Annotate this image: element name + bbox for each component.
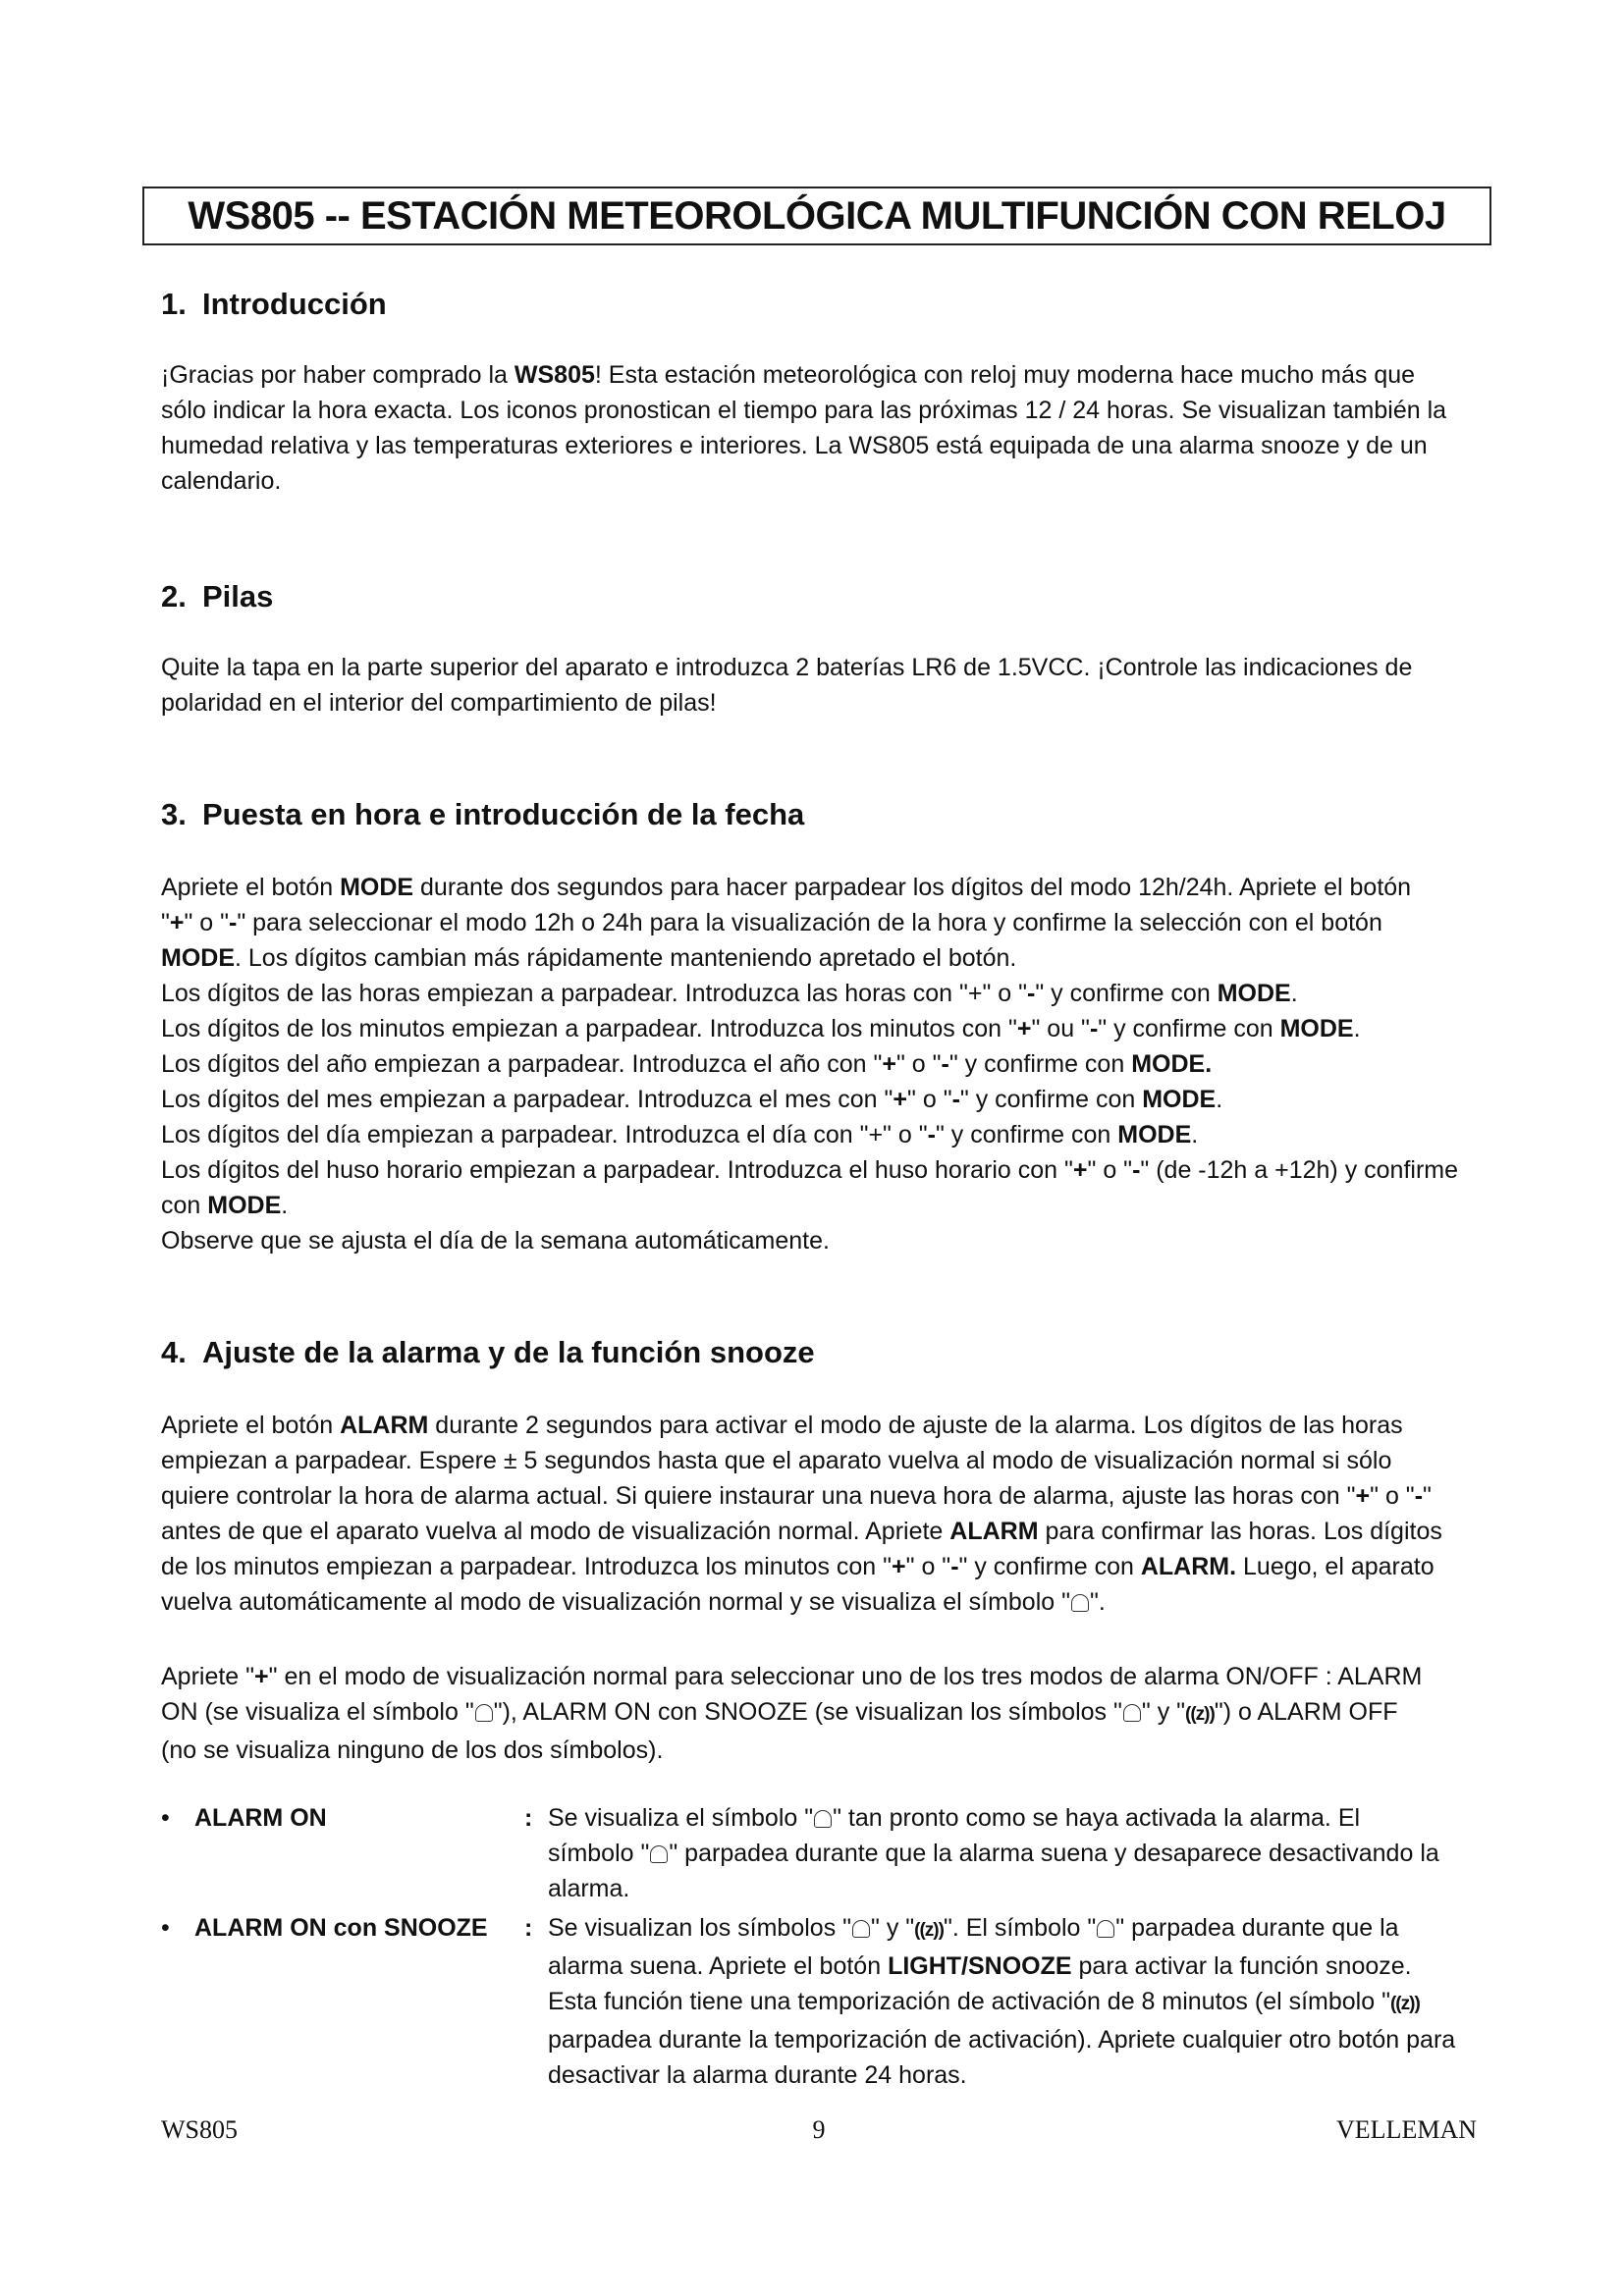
bold-term: - bbox=[1132, 1156, 1141, 1184]
bold-term: - bbox=[927, 1121, 936, 1148]
list-term: ALARM ON bbox=[194, 1804, 327, 1832]
text-line: desactivar la alarma durante 24 horas. bbox=[548, 2061, 967, 2089]
document-title: WS805 -- ESTACIÓN METEOROLÓGICA MULTIFUNCIÓN CON RELOJ bbox=[142, 187, 1491, 245]
bold-term: ALARM bbox=[949, 1518, 1039, 1545]
bold-term: MODE bbox=[1117, 1121, 1192, 1148]
bold-term: ALARM bbox=[340, 1412, 429, 1439]
bell-icon bbox=[650, 1845, 668, 1863]
bold-term: MODE bbox=[161, 944, 235, 972]
footer-model: WS805 bbox=[161, 2115, 238, 2144]
bell-icon bbox=[814, 1810, 832, 1828]
section-heading-text: Puesta en hora e introducción de la fecha bbox=[202, 797, 805, 831]
text-line: humedad relativa y las temperaturas exteriores e interiores. La WS805 está equipada de una alarma snooze y de un bbox=[161, 432, 1428, 459]
section-number: 1. bbox=[161, 287, 187, 321]
bold-term: MODE bbox=[1142, 1086, 1217, 1113]
text-line: (no se visualiza ninguno de los dos símbolos). bbox=[161, 1736, 664, 1764]
text-line: empiezan a parpadear. Espere ± 5 segundos hasta que el aparato vuelva al modo de visualización normal si sólo bbox=[161, 1447, 1392, 1474]
bold-term: WS805 bbox=[514, 361, 595, 389]
text-line: calendario. bbox=[161, 467, 282, 495]
text-line: Se visualiza el símbolo " " tan pronto como se haya activada la alarma. El bbox=[548, 1804, 1361, 1832]
list-description bbox=[548, 1910, 1471, 2093]
bold-term: - bbox=[951, 1086, 960, 1113]
list-colon: : bbox=[524, 1914, 533, 1942]
list-term: ALARM ON con SNOOZE bbox=[194, 1914, 488, 1942]
time-date-paragraph bbox=[161, 870, 1477, 1258]
bold-term: MODE bbox=[1217, 980, 1291, 1007]
bold-term: + bbox=[1016, 1015, 1032, 1042]
bold-term: - bbox=[1414, 1482, 1424, 1510]
text-line: símbolo " " parpadea durante que la alarma suena y desaparece desactivando la bbox=[548, 1840, 1439, 1867]
alarm-paragraph-1 bbox=[161, 1408, 1477, 1620]
text-line: Los dígitos del día empiezan a parpadear. Introduzca el día con "+" o "-" y confirme con MODE. bbox=[161, 1121, 1199, 1148]
text-line: polaridad en el interior del compartimiento de pilas! bbox=[161, 689, 717, 717]
bold-term: + bbox=[1355, 1482, 1371, 1510]
footer-brand: VELLEMAN bbox=[1336, 2115, 1477, 2144]
text-line: Se visualizan los símbolos " " y "((z))". El símbolo " " parpadea durante que la bbox=[548, 1914, 1399, 1942]
bold-term: MODE bbox=[1279, 1015, 1354, 1042]
snooze-icon: ((z)) bbox=[1389, 1994, 1420, 2014]
bold-term: + bbox=[254, 1663, 269, 1690]
bold-term: + bbox=[892, 1553, 906, 1580]
text-line: vuelva automáticamente al modo de visualización normal y se visualiza el símbolo " ". bbox=[161, 1588, 1106, 1616]
section-number: 4. bbox=[161, 1335, 187, 1369]
text-line: Los dígitos de las horas empiezan a parpadear. Introduzca las horas con "+" o "-" y confirme con MODE. bbox=[161, 980, 1298, 1007]
bold-term: + bbox=[882, 1050, 896, 1078]
bold-term: + bbox=[169, 909, 185, 936]
section-heading-alarm bbox=[161, 1333, 815, 1372]
text-line: Los dígitos del huso horario empiezan a parpadear. Introduzca el huso horario con "+" o "-" (de -12h a +12h) y confirme bbox=[161, 1156, 1459, 1184]
bullet-dot: • bbox=[161, 1914, 170, 1942]
section-number: 2. bbox=[161, 579, 187, 614]
text-line: parpadea durante la temporización de activación). Apriete cualquier otro botón para bbox=[548, 2026, 1456, 2054]
alarm-paragraph-2 bbox=[161, 1659, 1477, 1768]
bell-icon bbox=[1097, 1920, 1114, 1938]
text-line: Apriete el botón ALARM durante 2 segundos para activar el modo de ajuste de la alarma. Los dígitos de las horas bbox=[161, 1412, 1403, 1439]
bold-term: MODE bbox=[340, 874, 414, 901]
bold-term: MODE. bbox=[1131, 1050, 1213, 1078]
section-number: 3. bbox=[161, 797, 187, 831]
text-line: Esta función tiene una temporización de activación de 8 minutos (el símbolo "((z)) bbox=[548, 1988, 1420, 2015]
bold-term: - bbox=[1027, 980, 1036, 1007]
text-line: Observe que se ajusta el día de la semana automáticamente. bbox=[161, 1227, 830, 1255]
bold-term: + bbox=[1072, 1156, 1088, 1184]
bold-term: LIGHT/SNOOZE bbox=[888, 1952, 1072, 1980]
section-heading-introduction bbox=[161, 285, 387, 324]
section-heading-batteries bbox=[161, 577, 273, 616]
text-line: Los dígitos de los minutos empiezan a parpadear. Introduzca los minutos con "+" ou "-" y confirme con MODE. bbox=[161, 1015, 1361, 1042]
list-colon: : bbox=[524, 1804, 533, 1832]
text-line: Apriete el botón MODE durante dos segundos para hacer parpadear los dígitos del modo 12h/24h. Apriete el botón bbox=[161, 874, 1412, 901]
batteries-paragraph bbox=[161, 650, 1477, 721]
bold-term: MODE bbox=[207, 1192, 282, 1219]
text-line: sólo indicar la hora exacta. Los iconos pronostican el tiempo para las próximas 12 / 24 horas. Se visualizan también la bbox=[161, 397, 1447, 424]
section-heading-time-date bbox=[161, 795, 804, 834]
page-footer bbox=[161, 2115, 1477, 2155]
bold-term: - bbox=[941, 1050, 949, 1078]
text-line: "+" o "-" para seleccionar el modo 12h o 24h para la visualización de la hora y confirme la selección con el botón bbox=[161, 909, 1382, 936]
text-line: de los minutos empiezan a parpadear. Introduzca los minutos con "+" o "-" y confirme con ALARM. Luego, el aparato bbox=[161, 1553, 1435, 1580]
bell-icon bbox=[1071, 1594, 1089, 1612]
bold-term: - bbox=[229, 909, 238, 936]
text-line: alarma. bbox=[548, 1875, 630, 1902]
text-line: antes de que el aparato vuelva al modo de visualización normal. Apriete ALARM para confirmar las horas. Los dígitos bbox=[161, 1518, 1442, 1545]
text-line: Los dígitos del año empiezan a parpadear. Introduzca el año con "+" o "-" y confirme con MODE. bbox=[161, 1050, 1213, 1078]
text-line: Quite la tapa en la parte superior del aparato e introduzca 2 baterías LR6 de 1.5VCC. ¡Controle las indicaciones de bbox=[161, 654, 1413, 681]
text-line: ON (se visualiza el símbolo " "), ALARM ON con SNOOZE (se visualizan los símbolos " " y "((z))") o ALARM OFF bbox=[161, 1698, 1398, 1726]
text-line: MODE. Los dígitos cambian más rápidamente manteniendo apretado el botón. bbox=[161, 944, 1017, 972]
text-line: alarma suena. Apriete el botón LIGHT/SNOOZE para activar la función snooze. bbox=[548, 1952, 1412, 1980]
snooze-icon: ((z)) bbox=[1185, 1704, 1215, 1725]
text-line: quiere controlar la hora de alarma actual. Si quiere instaurar una nueva hora de alarma, ajuste las horas con "+" o "-" bbox=[161, 1482, 1432, 1510]
bold-term: + bbox=[893, 1086, 908, 1113]
text-line: con MODE. bbox=[161, 1192, 289, 1219]
intro-paragraph bbox=[161, 357, 1477, 499]
text-line: ¡Gracias por haber comprado la WS805! Esta estación meteorológica con reloj muy moderna hace mucho más que bbox=[161, 361, 1416, 389]
bell-icon bbox=[1123, 1704, 1141, 1722]
bold-term: - bbox=[950, 1553, 959, 1580]
section-heading-text: Introducción bbox=[202, 287, 387, 321]
bold-term: ALARM. bbox=[1140, 1553, 1237, 1580]
section-heading-text: Pilas bbox=[202, 579, 274, 614]
section-heading-text: Ajuste de la alarma y de la función snooze bbox=[202, 1335, 815, 1369]
footer-page-number: 9 bbox=[812, 2115, 826, 2144]
bell-icon bbox=[475, 1704, 493, 1722]
text-line: Los dígitos del mes empiezan a parpadear. Introduzca el mes con "+" o "-" y confirme con MODE. bbox=[161, 1086, 1223, 1113]
bell-icon bbox=[852, 1920, 870, 1938]
bullet-dot: • bbox=[161, 1804, 170, 1832]
snooze-icon: ((z)) bbox=[914, 1920, 944, 1941]
bold-term: - bbox=[1089, 1015, 1099, 1042]
list-description bbox=[548, 1800, 1471, 1906]
text-line: Apriete "+" en el modo de visualización normal para seleccionar uno de los tres modos de alarma ON/OFF : ALARM bbox=[161, 1663, 1423, 1690]
